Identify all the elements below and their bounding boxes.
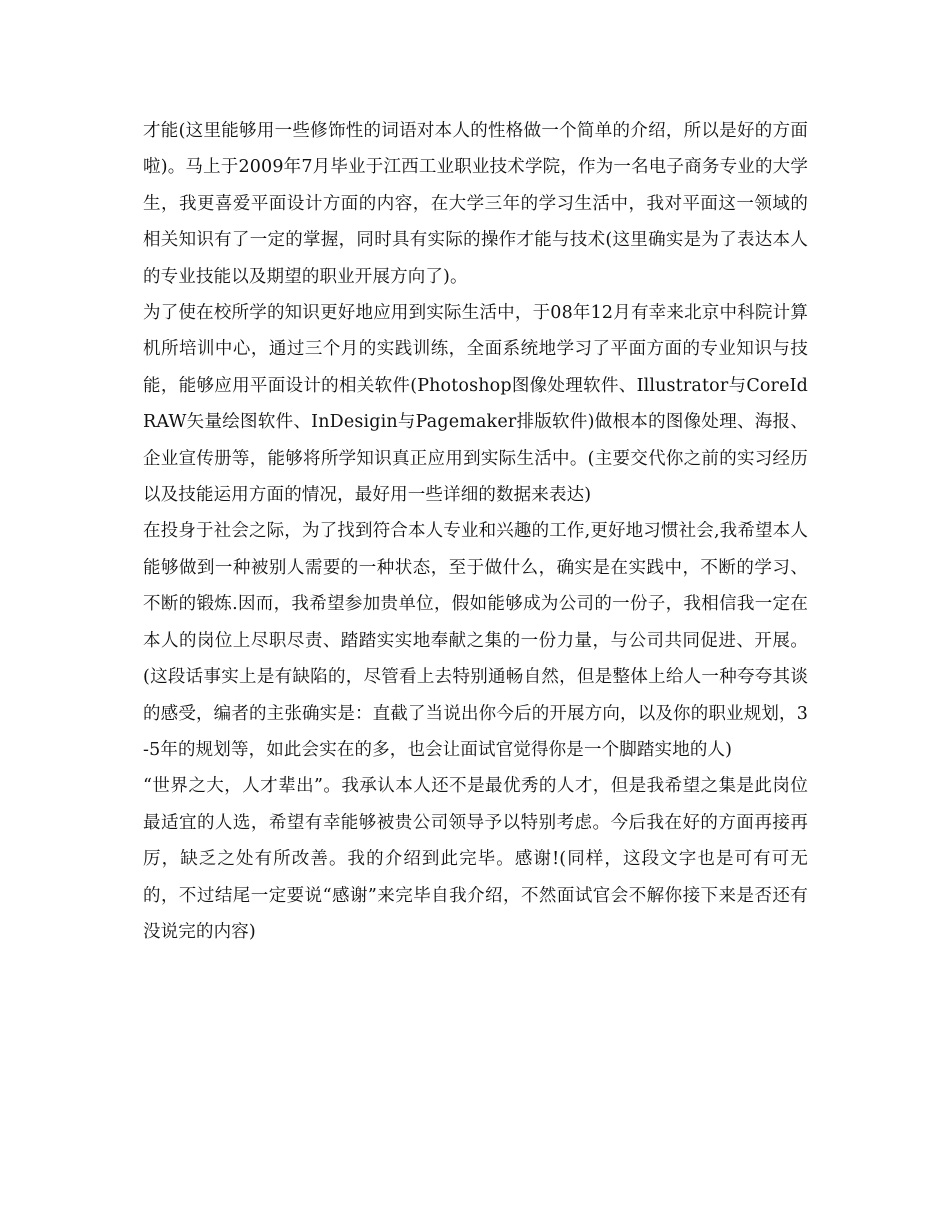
paragraph-closing: “世界之大，人才辈出”。我承认本人还不是最优秀的人才，但是我希望之集是此岗位最适宜的人选，希望有幸能够被贵公司领导予以特别考虑。今后我在好的方面再接再厉，缺乏之处有所改善。我的介绍到此完毕。感谢!(同样，这段文字也是可有可无的，不过结尾一定要说“感谢”来完毕自我介绍，不然面试官会不解你接下来是否还有没说完的内容) (143, 776, 808, 942)
paragraph-education: 才能(这里能够用一些修饰性的词语对本人的性格做一个简单的介绍，所以是好的方面啦)。马上于2009年7月毕业于江西工业职业技术学院，作为一名电子商务专业的大学生，我更喜爱平面设计方面的内容，在大学三年的学习生活中，我对平面这一领域的相关知识有了一定的掌握，同时具有实际的操作才能与技术(这里确实是为了表达本人的专业技能以及期望的职业开展方向了)。 (143, 121, 808, 287)
document-page (143, 113, 808, 950)
paragraph-training: 为了使在校所学的知识更好地应用到实际生活中，于08年12月有幸来北京中科院计算机所培训中心，通过三个月的实践训练，全面系统地学习了平面方面的专业知识与技能，能够应用平面设计的相关软件(Photoshop图像处理软件、Illustrator与CoreIdRAW矢量绘图软件、InDesigin与Pagemaker排版软件)做根本的图像处理、海报、企业宣传册等，能够将所学知识真正应用到实际生活中。(主要交代你之前的实习经历以及技能运用方面的情况，最好用一些详细的数据来表达) (143, 303, 808, 506)
paragraph-career-goal: 在投身于社会之际，为了找到符合本人专业和兴趣的工作,更好地习惯社会,我希望本人能够做到一种被别人需要的一种状态，至于做什么，确实是在实践中，不断的学习、不断的锻炼.因而，我希望参加贵单位，假如能够成为公司的一份子，我相信我一定在本人的岗位上尽职尽责、踏踏实实地奉献之集的一份力量，与公司共同促进、开展。(这段话事实上是有缺陷的，尽管看上去特别通畅自然，但是整体上给人一种夸夸其谈的感受，编者的主张确实是：直截了当说出你今后的开展方向，以及你的职业规划，3-5年的规划等，如此会实在的多，也会让面试官觉得你是一个脚踏实地的人) (143, 521, 808, 760)
